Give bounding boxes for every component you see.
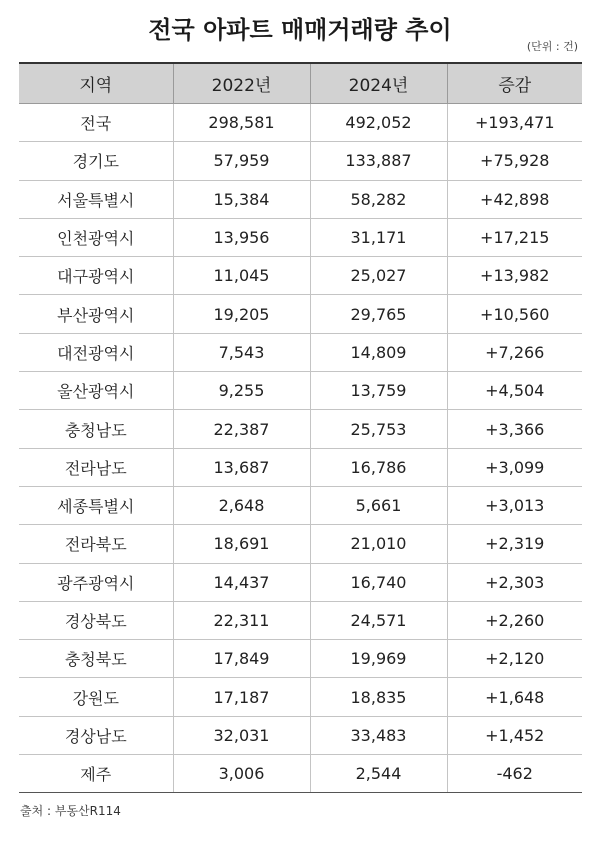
value-2024-cell: 492,052 xyxy=(310,104,447,142)
value-2024-cell: 5,661 xyxy=(310,486,447,524)
value-2022-cell: 7,543 xyxy=(173,333,310,371)
change-cell: +7,266 xyxy=(447,333,582,371)
region-cell: 전라북도 xyxy=(19,525,173,563)
header-2022: 2022년 xyxy=(173,63,310,104)
change-cell: +4,504 xyxy=(447,372,582,410)
value-2022-cell: 15,384 xyxy=(173,180,310,218)
value-2024-cell: 31,171 xyxy=(310,218,447,256)
table-row xyxy=(19,563,582,601)
value-2024-cell: 21,010 xyxy=(310,525,447,563)
value-2024-cell: 14,809 xyxy=(310,333,447,371)
change-cell: +2,319 xyxy=(447,525,582,563)
value-2022-cell: 17,849 xyxy=(173,640,310,678)
change-cell: +193,471 xyxy=(447,104,582,142)
change-cell: +13,982 xyxy=(447,257,582,295)
value-2024-cell: 16,786 xyxy=(310,448,447,486)
value-2022-cell: 57,959 xyxy=(173,142,310,180)
header-row xyxy=(19,63,582,104)
value-2024-cell: 33,483 xyxy=(310,716,447,754)
header-change: 증감 xyxy=(447,63,582,104)
table-row xyxy=(19,525,582,563)
header-region: 지역 xyxy=(19,63,173,104)
change-cell: +2,260 xyxy=(447,601,582,639)
value-2022-cell: 13,687 xyxy=(173,448,310,486)
value-2024-cell: 18,835 xyxy=(310,678,447,716)
unit-note: (단위 : 건) xyxy=(526,40,578,53)
table-row xyxy=(19,640,582,678)
change-cell: +3,366 xyxy=(447,410,582,448)
value-2022-cell: 17,187 xyxy=(173,678,310,716)
table-row xyxy=(19,333,582,371)
value-2024-cell: 13,759 xyxy=(310,372,447,410)
region-cell: 강원도 xyxy=(19,678,173,716)
region-cell: 전라남도 xyxy=(19,448,173,486)
table-row xyxy=(19,104,582,142)
change-cell: +17,215 xyxy=(447,218,582,256)
value-2024-cell: 29,765 xyxy=(310,295,447,333)
header-2024: 2024년 xyxy=(310,63,447,104)
value-2022-cell: 18,691 xyxy=(173,525,310,563)
region-cell: 대전광역시 xyxy=(19,333,173,371)
table-row xyxy=(19,755,582,793)
change-cell: +75,928 xyxy=(447,142,582,180)
table-row xyxy=(19,257,582,295)
value-2022-cell: 2,648 xyxy=(173,486,310,524)
value-2022-cell: 3,006 xyxy=(173,755,310,793)
table-row xyxy=(19,180,582,218)
region-cell: 충청북도 xyxy=(19,640,173,678)
region-cell: 전국 xyxy=(19,104,173,142)
table-body xyxy=(19,104,582,793)
value-2024-cell: 16,740 xyxy=(310,563,447,601)
change-cell: +1,452 xyxy=(447,716,582,754)
table-row xyxy=(19,372,582,410)
table-row xyxy=(19,486,582,524)
source-note: 출처 : 부동산R114 xyxy=(20,804,121,818)
value-2022-cell: 14,437 xyxy=(173,563,310,601)
change-cell: -462 xyxy=(447,755,582,793)
page-title: 전국 아파트 매매거래량 추이 xyxy=(148,16,452,44)
value-2022-cell: 11,045 xyxy=(173,257,310,295)
table-row xyxy=(19,678,582,716)
change-cell: +3,013 xyxy=(447,486,582,524)
region-cell: 제주 xyxy=(19,755,173,793)
value-2024-cell: 58,282 xyxy=(310,180,447,218)
region-cell: 세종특별시 xyxy=(19,486,173,524)
table-row xyxy=(19,601,582,639)
table-row xyxy=(19,448,582,486)
change-cell: +2,303 xyxy=(447,563,582,601)
value-2022-cell: 298,581 xyxy=(173,104,310,142)
region-cell: 경상남도 xyxy=(19,716,173,754)
value-2024-cell: 24,571 xyxy=(310,601,447,639)
region-cell: 울산광역시 xyxy=(19,372,173,410)
region-cell: 광주광역시 xyxy=(19,563,173,601)
change-cell: +1,648 xyxy=(447,678,582,716)
change-cell: +2,120 xyxy=(447,640,582,678)
value-2024-cell: 19,969 xyxy=(310,640,447,678)
value-2022-cell: 19,205 xyxy=(173,295,310,333)
change-cell: +10,560 xyxy=(447,295,582,333)
region-cell: 경상북도 xyxy=(19,601,173,639)
transaction-table xyxy=(19,62,582,793)
region-cell: 서울특별시 xyxy=(19,180,173,218)
region-cell: 인천광역시 xyxy=(19,218,173,256)
value-2022-cell: 9,255 xyxy=(173,372,310,410)
value-2022-cell: 22,311 xyxy=(173,601,310,639)
region-cell: 부산광역시 xyxy=(19,295,173,333)
table-row xyxy=(19,410,582,448)
table-row xyxy=(19,218,582,256)
table-row xyxy=(19,716,582,754)
region-cell: 충청남도 xyxy=(19,410,173,448)
change-cell: +42,898 xyxy=(447,180,582,218)
value-2022-cell: 32,031 xyxy=(173,716,310,754)
value-2024-cell: 25,753 xyxy=(310,410,447,448)
region-cell: 대구광역시 xyxy=(19,257,173,295)
value-2022-cell: 13,956 xyxy=(173,218,310,256)
region-cell: 경기도 xyxy=(19,142,173,180)
value-2024-cell: 25,027 xyxy=(310,257,447,295)
change-cell: +3,099 xyxy=(447,448,582,486)
value-2024-cell: 133,887 xyxy=(310,142,447,180)
table-row xyxy=(19,295,582,333)
table-row xyxy=(19,142,582,180)
value-2024-cell: 2,544 xyxy=(310,755,447,793)
value-2022-cell: 22,387 xyxy=(173,410,310,448)
